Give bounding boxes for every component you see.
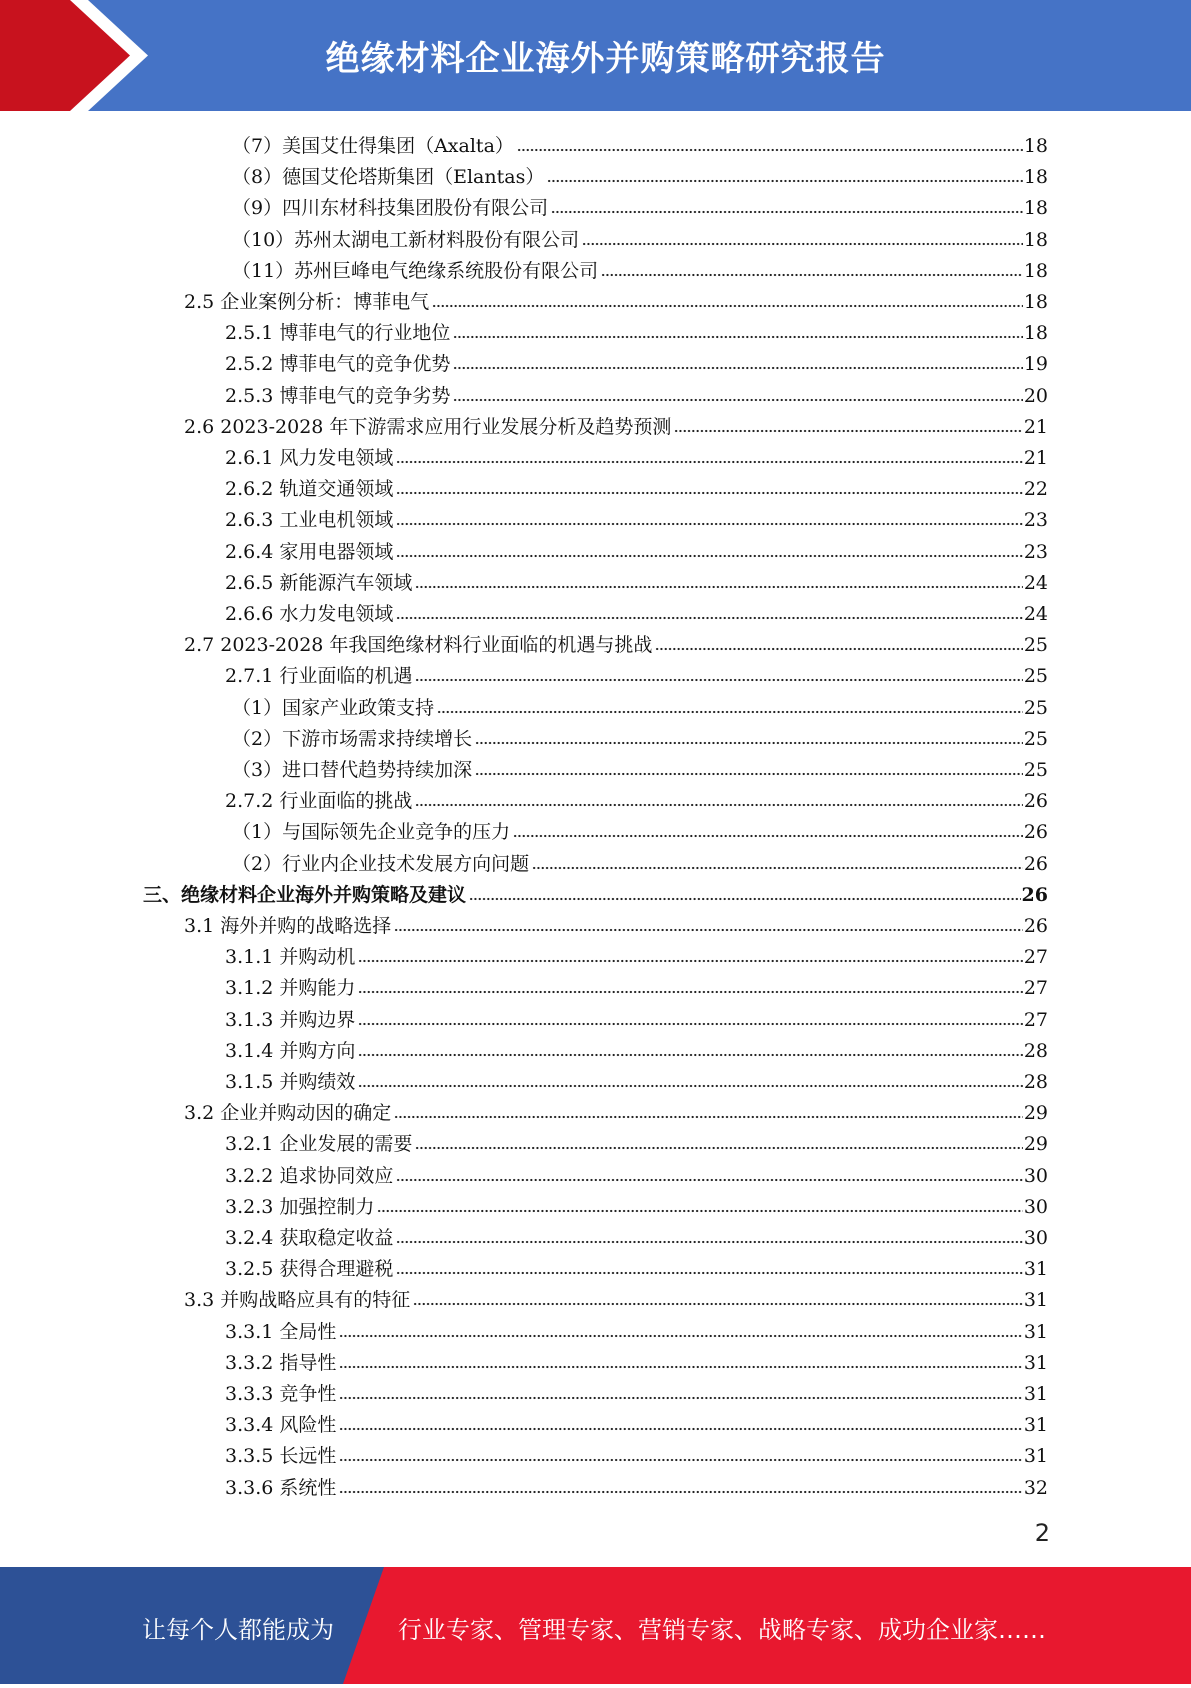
toc-entry-page: 27: [1023, 977, 1048, 999]
toc-entry-page: 18: [1023, 291, 1048, 313]
toc-entry-page: 27: [1023, 946, 1048, 968]
toc-entry[interactable]: [232, 189, 1048, 220]
toc-dot-leader: [396, 521, 1022, 527]
toc-dot-leader: [582, 241, 1023, 247]
toc-dot-leader: [415, 802, 1022, 808]
toc-dot-leader: [513, 833, 1023, 839]
toc-dot-leader: [394, 1114, 1023, 1120]
toc-entry-page: 30: [1023, 1227, 1048, 1249]
toc-entry-page: 22: [1023, 478, 1048, 500]
toc-entry[interactable]: [232, 845, 1048, 876]
footer-slogan-right: 行业专家、管理专家、营销专家、战略专家、成功企业家……: [398, 1616, 1046, 1644]
toc-entry-page: 21: [1023, 447, 1048, 469]
toc-entry[interactable]: [225, 314, 1048, 345]
toc-entry-page: 29: [1023, 1133, 1048, 1155]
toc-entry-label: （2）下游市场需求持续增长: [232, 728, 473, 750]
toc-dot-leader: [396, 1239, 1022, 1245]
toc-entry-page: 20: [1023, 385, 1048, 407]
toc-dot-leader: [339, 1457, 1022, 1463]
toc-dot-leader: [453, 397, 1022, 403]
page-number: 2: [1034, 1519, 1050, 1547]
toc-entry-label: 3.1.4 并购方向: [225, 1040, 356, 1062]
toc-entry[interactable]: [184, 907, 1048, 938]
toc-entry-page: 23: [1023, 541, 1048, 563]
toc-dot-leader: [358, 958, 1022, 964]
toc-entry[interactable]: [225, 439, 1048, 470]
toc-entry-label: 3.2.3 加强控制力: [225, 1196, 375, 1218]
toc-entry[interactable]: [225, 1219, 1048, 1250]
toc-entry-page: 25: [1023, 634, 1048, 656]
toc-entry[interactable]: [225, 1406, 1048, 1437]
toc-dot-leader: [358, 1083, 1022, 1089]
toc-entry-label: 2.6.3 工业电机领域: [225, 509, 394, 531]
toc-entry-page: 26: [1023, 821, 1048, 843]
toc-dot-leader: [396, 553, 1022, 559]
toc-entry[interactable]: [232, 813, 1048, 844]
toc-entry-page: 25: [1023, 759, 1048, 781]
toc-entry-label: 2.6.2 轨道交通领域: [225, 478, 394, 500]
toc-entry[interactable]: [232, 751, 1048, 782]
toc-entry-label: （9）四川东材科技集团股份有限公司: [232, 197, 549, 219]
toc-dot-leader: [339, 1364, 1022, 1370]
toc-entry-label: 3.3.5 长远性: [225, 1445, 337, 1467]
page-header: [0, 0, 1191, 111]
toc-entry-page: 31: [1023, 1414, 1048, 1436]
toc-entry[interactable]: [225, 1001, 1048, 1032]
toc-dot-leader: [532, 865, 1023, 871]
toc-dot-leader: [517, 147, 1023, 153]
toc-entry[interactable]: [225, 938, 1048, 969]
toc-entry-label: 3.1.1 并购动机: [225, 946, 356, 968]
toc-entry-page: 26: [1021, 884, 1048, 906]
toc-dot-leader: [453, 365, 1022, 371]
toc-dot-leader: [437, 709, 1023, 715]
toc-dot-leader: [394, 927, 1023, 933]
toc-entry-page: 28: [1023, 1040, 1048, 1062]
toc-entry-label: 3.2.2 追求协同效应: [225, 1165, 394, 1187]
toc-entry[interactable]: [184, 1094, 1048, 1125]
footer-slogan-left: 让每个人都能成为: [142, 1616, 334, 1644]
toc-entry-page: 26: [1023, 915, 1048, 937]
toc-entry-page: 24: [1023, 572, 1048, 594]
toc-entry[interactable]: [225, 501, 1048, 532]
toc-entry-page: 31: [1023, 1445, 1048, 1467]
toc-entry-label: 3.3 并购战略应具有的特征: [184, 1289, 411, 1311]
toc-entry[interactable]: [225, 564, 1048, 595]
toc-dot-leader: [396, 1270, 1022, 1276]
toc-entry-label: 2.6.5 新能源汽车领域: [225, 572, 413, 594]
toc-entry-page: 18: [1023, 229, 1048, 251]
toc-entry-label: （7）美国艾仕得集团（Axalta）: [232, 135, 514, 157]
toc-entry-page: 21: [1023, 416, 1048, 438]
toc-entry[interactable]: [225, 1188, 1048, 1219]
toc-entry-label: （2）行业内企业技术发展方向问题: [232, 853, 530, 875]
toc-entry-label: 三、绝缘材料企业海外并购策略及建议: [143, 884, 467, 906]
toc-entry[interactable]: [225, 1375, 1048, 1406]
toc-entry[interactable]: [184, 1281, 1048, 1312]
toc-entry-label: 3.1.2 并购能力: [225, 977, 356, 999]
toc-entry[interactable]: [225, 595, 1048, 626]
toc-entry-page: 18: [1023, 135, 1048, 157]
toc-entry[interactable]: [225, 782, 1048, 813]
toc-dot-leader: [601, 272, 1023, 278]
toc-entry-page: 31: [1023, 1383, 1048, 1405]
toc-entry-label: 3.2.4 获取稳定收益: [225, 1227, 394, 1249]
toc-dot-leader: [469, 896, 1021, 902]
toc-entry-label: 3.3.2 指导性: [225, 1352, 337, 1374]
toc-entry-page: 25: [1023, 697, 1048, 719]
toc-entry-page: 27: [1023, 1009, 1048, 1031]
toc-dot-leader: [339, 1489, 1022, 1495]
toc-entry-label: （10）苏州太湖电工新材料股份有限公司: [232, 229, 580, 251]
toc-entry-label: 2.5.1 博菲电气的行业地位: [225, 322, 451, 344]
toc-dot-leader: [475, 740, 1023, 746]
toc-entry[interactable]: [225, 1437, 1048, 1468]
toc-entry[interactable]: [225, 345, 1048, 376]
toc-entry-page: 24: [1023, 603, 1048, 625]
toc-entry-page: 25: [1023, 728, 1048, 750]
toc-dot-leader: [415, 584, 1022, 590]
report-title: 绝缘材料企业海外并购策略研究报告: [325, 39, 886, 79]
toc-entry-page: 31: [1023, 1258, 1048, 1280]
toc-entry[interactable]: [232, 720, 1048, 751]
toc-entry-label: （3）进口替代趋势持续加深: [232, 759, 473, 781]
toc-entry[interactable]: [184, 626, 1048, 657]
toc-dot-leader: [339, 1395, 1022, 1401]
toc-dot-leader: [396, 615, 1022, 621]
toc-dot-leader: [396, 459, 1022, 465]
toc-entry[interactable]: [225, 1250, 1048, 1281]
toc-entry-page: 31: [1023, 1321, 1048, 1343]
toc-entry-page: 28: [1023, 1071, 1048, 1093]
toc-entry-page: 25: [1023, 665, 1048, 687]
toc-entry-label: （1）国家产业政策支持: [232, 697, 435, 719]
toc-entry[interactable]: [225, 1125, 1048, 1156]
toc-entry-label: 2.7 2023-2028 年我国绝缘材料行业面临的机遇与挑战: [184, 634, 653, 656]
toc-entry[interactable]: [225, 1063, 1048, 1094]
toc-dot-leader: [396, 490, 1022, 496]
toc-entry[interactable]: [225, 533, 1048, 564]
toc-entry[interactable]: [225, 1157, 1048, 1188]
toc-entry[interactable]: [232, 158, 1048, 189]
toc-entry-label: 3.3.3 竞争性: [225, 1383, 337, 1405]
toc-dot-leader: [396, 1177, 1022, 1183]
toc-entry[interactable]: [143, 876, 1048, 907]
toc-dot-leader: [358, 989, 1022, 995]
toc-entry[interactable]: [184, 283, 1048, 314]
toc-dot-leader: [674, 428, 1022, 434]
toc-entry-page: 26: [1023, 790, 1048, 812]
toc-entry-label: 2.5.3 博菲电气的竞争劣势: [225, 385, 451, 407]
toc-entry-page: 26: [1023, 853, 1048, 875]
toc-entry-page: 23: [1023, 509, 1048, 531]
toc-entry-label: 3.3.4 风险性: [225, 1414, 337, 1436]
toc-entry[interactable]: [184, 408, 1048, 439]
toc-entry-label: 2.7.1 行业面临的机遇: [225, 665, 413, 687]
toc-entry-label: 2.6.1 风力发电领域: [225, 447, 394, 469]
toc-entry[interactable]: [232, 127, 1048, 158]
toc-dot-leader: [358, 1052, 1022, 1058]
toc-dot-leader: [413, 1301, 1023, 1307]
toc-entry-label: 2.6 2023-2028 年下游需求应用行业发展分析及趋势预测: [184, 416, 672, 438]
toc-dot-leader: [377, 1208, 1022, 1214]
toc-entry[interactable]: [225, 377, 1048, 408]
toc-entry[interactable]: [232, 252, 1048, 283]
toc-dot-leader: [415, 677, 1022, 683]
toc-entry-label: 2.5 企业案例分析：博菲电气: [184, 291, 430, 313]
toc-entry-page: 18: [1023, 166, 1048, 188]
toc-entry[interactable]: [232, 221, 1048, 252]
toc-entry-page: 29: [1023, 1102, 1048, 1124]
toc-entry-page: 30: [1023, 1165, 1048, 1187]
toc-entry-label: （11）苏州巨峰电气绝缘系统股份有限公司: [232, 260, 599, 282]
toc-entry-page: 32: [1023, 1477, 1048, 1499]
toc-entry-label: 3.2.1 企业发展的需要: [225, 1133, 413, 1155]
toc-dot-leader: [339, 1426, 1022, 1432]
toc-entry-label: 2.6.4 家用电器领域: [225, 541, 394, 563]
toc-entry[interactable]: [225, 1313, 1048, 1344]
toc-dot-leader: [547, 178, 1022, 184]
toc-entry-label: （1）与国际领先企业竞争的压力: [232, 821, 511, 843]
toc-dot-leader: [432, 303, 1023, 309]
toc-dot-leader: [453, 334, 1022, 340]
toc-entry-page: 31: [1023, 1352, 1048, 1374]
toc-entry-label: 3.1 海外并购的战略选择: [184, 915, 392, 937]
toc-dot-leader: [655, 646, 1022, 652]
toc-entry-page: 18: [1023, 197, 1048, 219]
toc-entry-page: 18: [1023, 260, 1048, 282]
toc-entry[interactable]: [225, 657, 1048, 688]
toc-entry-label: 3.3.6 系统性: [225, 1477, 337, 1499]
toc-entry-page: 30: [1023, 1196, 1048, 1218]
toc-entry-label: 2.7.2 行业面临的挑战: [225, 790, 413, 812]
toc-entry-label: 3.1.5 并购绩效: [225, 1071, 356, 1093]
toc-entry-page: 19: [1023, 353, 1048, 375]
toc-dot-leader: [339, 1333, 1022, 1339]
toc-dot-leader: [475, 771, 1023, 777]
toc-dot-leader: [358, 1021, 1022, 1027]
toc-entry-label: （8）德国艾伦塔斯集团（Elantas）: [232, 166, 545, 188]
toc-entry[interactable]: [225, 470, 1048, 501]
toc-entry-label: 3.2 企业并购动因的确定: [184, 1102, 392, 1124]
toc-entry-label: 3.1.3 并购边界: [225, 1009, 356, 1031]
toc-entry[interactable]: [225, 1469, 1048, 1500]
toc-entry-label: 3.2.5 获得合理避税: [225, 1258, 394, 1280]
toc-entry-page: 18: [1023, 322, 1048, 344]
toc-entry[interactable]: [225, 1344, 1048, 1375]
toc-dot-leader: [415, 1145, 1022, 1151]
toc-entry-label: 3.3.1 全局性: [225, 1321, 337, 1343]
toc-entry-label: 2.5.2 博菲电气的竞争优势: [225, 353, 451, 375]
toc-dot-leader: [551, 209, 1023, 215]
toc-entry-page: 31: [1023, 1289, 1048, 1311]
toc-entry-label: 2.6.6 水力发电领域: [225, 603, 394, 625]
toc-entry[interactable]: [225, 1032, 1048, 1063]
toc-entry[interactable]: [225, 969, 1048, 1000]
toc-entry[interactable]: [232, 689, 1048, 720]
